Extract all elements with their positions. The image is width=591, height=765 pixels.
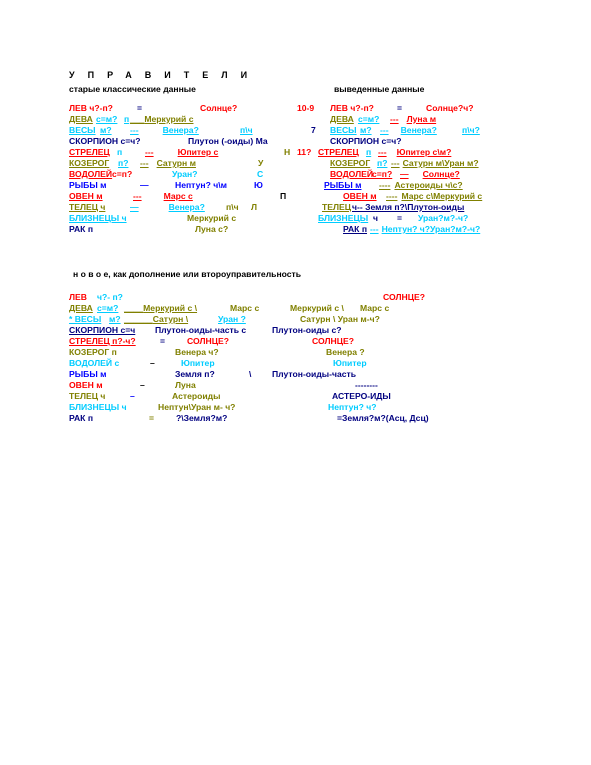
s2-row-6-sign: КОЗЕРОГ п [69,347,117,357]
s2-row-3-b: Уран ? [218,314,246,324]
s2-row-9-dash: – [140,380,145,390]
left-row-10-note: п\ч [226,202,239,212]
s2-row-8-sep: \ [249,369,252,379]
left-row-6-letter: У [258,158,264,168]
s2-row-2-a: ____Меркурий с \ [124,303,198,313]
right-row-10-sign: ТЕЛЕЦ [322,202,352,212]
left-row-2-type: с=м? [96,114,118,124]
s2-row-1-right: СОЛНЦЕ? [383,292,425,302]
right-row-1-eq: = [397,103,403,113]
left-row-3-ruler: --- Венера? [130,125,199,135]
right-row-10-ruler: ч-- Земля п?\Плутон-оиды [352,202,465,212]
right-row-3-ruler: --- Венера? [380,125,437,135]
right-row-5-sign: СТРЕЛЕЦ [318,147,359,157]
right-row-11-eq: = [397,213,403,223]
right-row-12-ruler: --- Нептун? ч?Уран?м?-ч? [370,224,481,234]
s2-row-3-a: ______Сатурн \ [124,314,189,324]
right-row-7-type: с=п? [372,169,393,179]
s2-row-9-a: Луна [175,380,196,390]
right-row-6-ruler: --- Сатурн м\Уран м? [391,158,479,168]
left-row-11-ruler: Меркурий с [187,213,237,223]
left-row-3-note: п\ч [240,125,253,135]
right-row-5-num: 11? [297,147,312,157]
s2-row-8-a: Земля п? [175,369,215,379]
left-row-1-ruler: Солнце? [200,103,238,113]
s2-row-4-a: Плутон-оиды-часть с [155,325,247,335]
left-row-12-sign: РАК п [69,224,94,234]
right-row-5-type: п [366,147,372,157]
right-row-8-ruler: ---- Астероиды ч\с? [379,180,463,190]
s2-row-12-sign: РАК п [69,413,94,423]
left-row-9-sign: ОВЕН м [69,191,103,201]
s2-row-4-sign: СКОРПИОН с=ч [69,325,136,335]
right-row-12-sign: РАК п [343,224,368,234]
left-row-7-letter: С [257,169,264,179]
left-subtitle: старые классические данные [69,84,196,94]
right-row-1-num: 10-9 [297,103,315,113]
s2-row-7-b: Юпитер [333,358,367,368]
left-row-3-sign: ВЕСЫ [69,125,96,135]
s2-row-4-b: Плутон-оиды с? [272,325,342,335]
left-row-7-type: с=п? [112,169,133,179]
left-row-8-ruler: Нептун? ч\м [175,180,227,190]
s2-row-5-sign: СТРЕЛЕЦ п?-ч? [69,336,136,346]
left-row-11-sign: БЛИЗНЕЦЫ ч [69,213,127,223]
right-row-3-note: п\ч? [462,125,480,135]
left-row-4-sign: СКОРПИОН с=ч? [69,136,141,146]
s2-row-2-d: Марс с [360,303,390,313]
s2-row-6-a: Венера ч? [175,347,219,357]
s2-row-10-sign: ТЕЛЕЦ ч [69,391,106,401]
right-row-3-type: м? [360,125,372,135]
s2-row-5-a: СОЛНЦЕ? [187,336,229,346]
left-row-9-letter: П [280,191,287,201]
s2-row-3-type: м? [109,314,121,324]
s2-row-10-a: Астероиды [172,391,221,401]
left-row-3-type: м? [100,125,112,135]
left-row-1-sign: ЛЕВ ч?-п? [69,103,113,113]
left-row-6-type: п? [118,158,129,168]
left-row-5-letter: Н [284,147,291,157]
s2-row-9-sign: ОВЕН м [69,380,103,390]
right-row-1-ruler: Солнце?ч? [426,103,474,113]
s2-row-7-dash: – [150,358,155,368]
left-row-5-ruler: --- Юпитер с [145,147,219,157]
right-row-3-sign: ВЕСЫ [330,125,357,135]
s2-row-5-eq: = [160,336,166,346]
right-subtitle: выведенные данные [334,84,425,94]
left-row-1-eq: = [137,103,143,113]
s2-row-12-b: =Земля?м?(Асц, Дсц) [337,413,429,423]
left-row-2-p: п [124,114,130,124]
s2-row-11-a: Нептун\Уран м- ч? [158,402,236,412]
left-row-8-letter: Ю [254,180,263,190]
left-row-6-ruler: --- Сатурн м [140,158,196,168]
s2-row-11-b: Нептун? ч? [328,402,377,412]
s2-row-2-type: с=м? [97,303,119,313]
right-row-2-sign: ДЕВА [330,114,354,124]
s2-row-9-b: -------- [355,380,378,390]
s2-row-7-sign: ВОДОЛЕЙ с [69,358,120,368]
left-row-4-ruler: Плутон (-оиды) Ма [188,136,268,146]
right-row-11-type: ч [373,213,378,223]
right-row-1-sign: ЛЕВ ч?-п? [330,103,374,113]
section-heading: н о в о е, как дополнение или второуправительность [73,269,302,279]
right-row-11-sign: БЛИЗНЕЦЫ [318,213,369,223]
s2-row-1-type: ч?- п? [97,292,123,302]
left-row-2-ruler: ___Меркурий с [130,114,194,124]
right-row-5-ruler: --- Юпитер с\м? [378,147,452,157]
s2-row-8-b: Плутон-оиды-часть [272,369,357,379]
s2-row-10-b: АСТЕРО-ИДЫ [332,391,391,401]
s2-row-6-b: Венера ? [326,347,365,357]
s2-row-7-a: Юпитер [181,358,215,368]
left-row-6-sign: КОЗЕРОГ [69,158,110,168]
left-row-12-ruler: Луна с? [195,224,229,234]
left-row-9-ruler: --- Марс с [133,191,193,201]
left-row-10-sign: ТЕЛЕЦ ч [69,202,106,212]
right-row-6-sign: КОЗЕРОГ [330,158,371,168]
right-row-2-type: с=м? [358,114,380,124]
left-row-10-ruler: — Венера? [130,202,205,212]
right-row-2-ruler: --- Луна м [390,114,437,124]
right-row-11-ruler: Уран?м?-ч? [418,213,469,223]
s2-row-12-a: ?\Земля?м? [176,413,228,423]
left-row-7-sign: ВОДОЛЕЙ [69,169,113,179]
s2-row-11-sign: БЛИЗНЕЦЫ ч [69,402,127,412]
s2-row-3-sign: * ВЕСЫ [69,314,102,324]
s2-row-5-b: СОЛНЦЕ? [312,336,354,346]
page-title: УПРАВИТЕЛИ [69,70,261,80]
right-row-9-sign: ОВЕН м [343,191,377,201]
right-row-4-sign: СКОРПИОН с=ч? [330,136,402,146]
right-row-7-sign: ВОДОЛЕЙ [330,169,374,179]
s2-row-10-dash: – [130,391,135,401]
left-row-5-type: п [117,147,123,157]
s2-row-3-c: Сатурн \ Уран м-ч? [300,314,380,324]
s2-row-2-b: Марс с [230,303,260,313]
right-row-7-ruler: — Солнце? [400,169,460,179]
right-row-6-type: п? [377,158,388,168]
right-row-8-sign: РЫБЫ м [324,180,362,190]
left-row-10-letter: Л [251,202,258,212]
right-row-9-ruler: ---- Марс с\Меркурий с [386,191,483,201]
right-row-3-num: 7 [311,125,316,135]
left-row-7-ruler: Уран? [172,169,198,179]
s2-row-2-c: Меркурий с \ [290,303,344,313]
left-row-8-dash: — [140,180,149,190]
s2-row-12-eq: = [149,413,155,423]
s2-row-8-sign: РЫБЫ м [69,369,107,379]
s2-row-1-sign: ЛЕВ [69,292,87,302]
left-row-5-sign: СТРЕЛЕЦ [69,147,110,157]
left-row-8-sign: РЫБЫ м [69,180,107,190]
left-row-2-sign: ДЕВА [69,114,93,124]
s2-row-2-sign: ДЕВА [69,303,93,313]
